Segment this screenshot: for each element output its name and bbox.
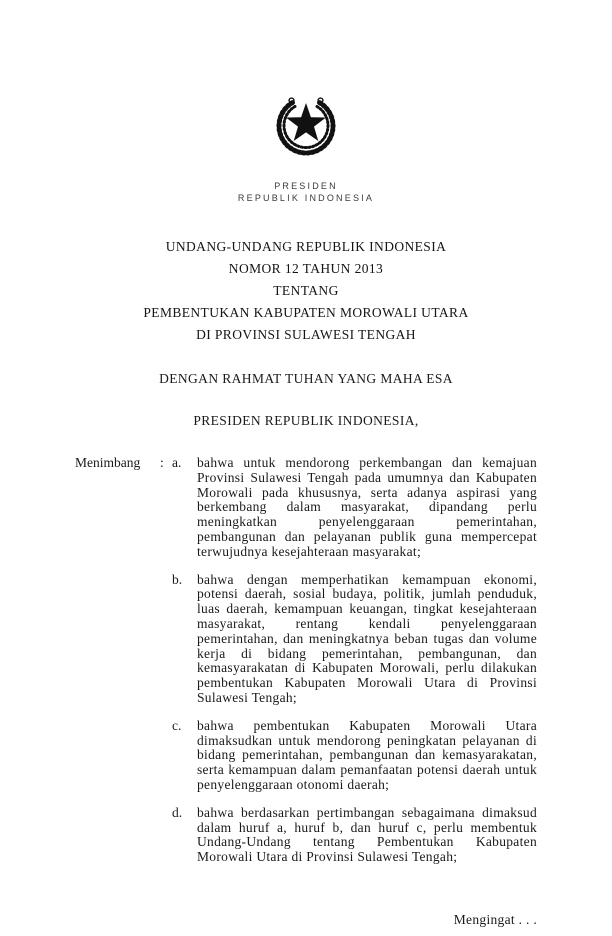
menimbang-label: Menimbang: [75, 455, 141, 470]
letterhead-presiden: PRESIDEN: [274, 181, 338, 191]
menimbang-item-a: [172, 456, 537, 560]
item-text-b: bahwa dengan memperhatikan kemampuan ekonomi, potensi daerah, sosial budaya, politik, jumlah penduduk, luas daerah, kemampuan keuangan, tingkat kesejahteraan masyarakat, rentang kendali penyelenggaraan pemerintahan, dan meningkatnya beban tugas dan volume kerja di bidang pemerintahan, pembangunan, dan kemasyarakatan di Kabupaten Morowali, perlu dilakukan pembentukan Kabupaten Morowali Utara di Provinsi Sulawesi Tengah;: [197, 571, 537, 705]
menimbang-items: [172, 456, 537, 865]
menimbang-item-c: [172, 719, 537, 793]
item-letter-b: b.: [172, 571, 183, 587]
item-text-d: bahwa berdasarkan pertimbangan sebagaimana dimaksud dalam huruf a, huruf b, dan huruf c, perlu membentuk Undang-Undang tentang Pembentukan Kabupaten Morowali Utara di Provinsi Sulawesi Tengah;: [197, 804, 537, 865]
letterhead-republik-indonesia: REPUBLIK INDONESIA: [237, 193, 375, 203]
presiden-line: PRESIDEN REPUBLIK INDONESIA,: [193, 413, 419, 428]
catchword-mengingat: Mengingat . . .: [453, 912, 537, 927]
title-line-4: PEMBENTUKAN KABUPATEN MOROWALI UTARA: [143, 305, 469, 320]
item-text-a: bahwa untuk mendorong perkembangan dan kemajuan Provinsi Sulawesi Tengah pada umumnya dan Kabupaten Morowali pada khususnya, serta adanya aspirasi yang berkembang dalam masyarakat, dipandang perlu meningkatkan penyelenggaraan pemerintahan, pembangunan dan pelayanan publik guna mempercepat terwujudnya kesejahteraan masyarakat;: [197, 455, 537, 559]
menimbang-colon: :: [160, 455, 164, 470]
title-line-2: NOMOR 12 TAHUN 2013: [228, 261, 384, 276]
title-line-5: DI PROVINSI SULAWESI TENGAH: [196, 327, 416, 342]
title-line-1: UNDANG-UNDANG REPUBLIK INDONESIA: [165, 239, 447, 254]
letterhead: [0, 180, 612, 204]
item-letter-d: d.: [172, 804, 183, 820]
item-letter-c: c.: [172, 717, 182, 733]
item-text-c: bahwa pembentukan Kabupaten Morowali Utara dimaksudkan untuk mendorong peningkatan pelayanan di bidang pemerintahan, pembangunan dan kemasyarakatan, serta kemampuan dalam pemanfaatan potensi daerah untuk penyelenggaraan otonomi daerah;: [197, 717, 537, 792]
document-title: [0, 236, 612, 346]
menimbang-section: [75, 456, 537, 865]
presidential-seal-icon: [271, 90, 341, 172]
rahmat-line: DENGAN RAHMAT TUHAN YANG MAHA ESA: [159, 371, 453, 386]
item-letter-a: a.: [172, 455, 182, 470]
menimbang-item-b: [172, 573, 537, 706]
title-line-3: TENTANG: [273, 283, 339, 298]
menimbang-item-d: [172, 806, 537, 865]
